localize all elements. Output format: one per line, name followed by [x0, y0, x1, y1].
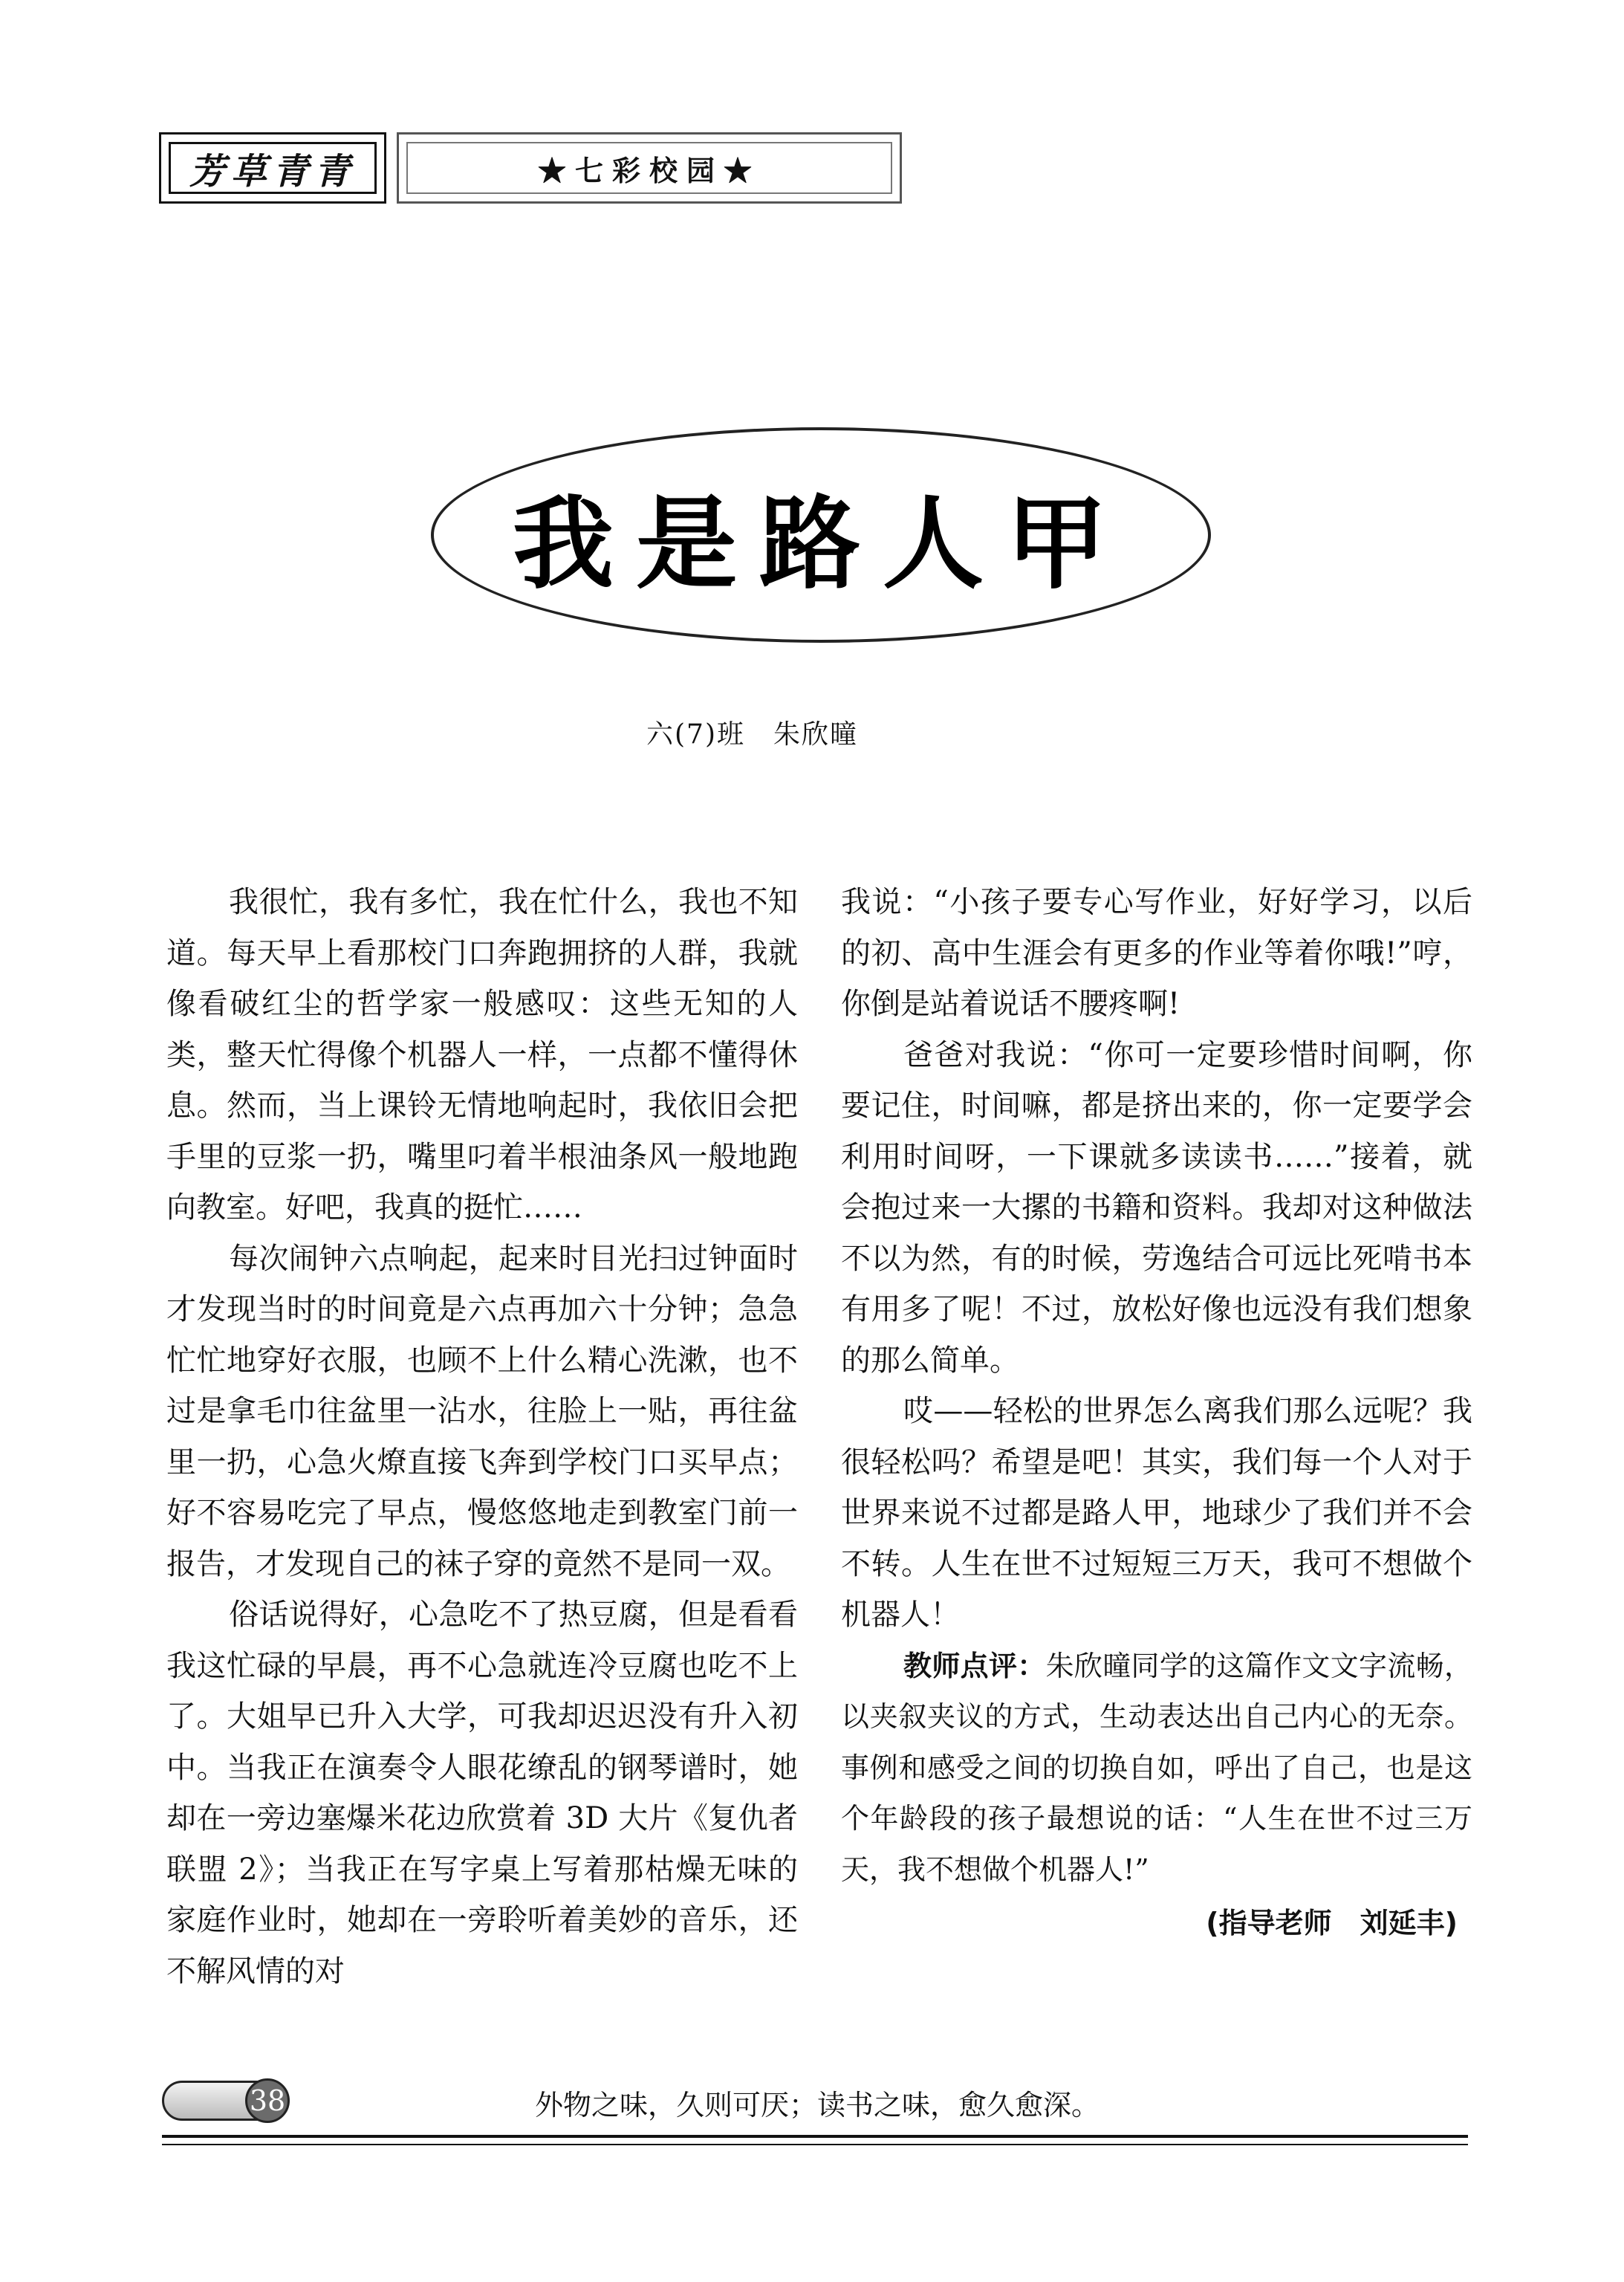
teacher-comment	[841, 1641, 1472, 1896]
section-tag-inner	[169, 142, 377, 194]
article-title: 我是路人甲	[513, 484, 1129, 603]
paragraph: 我说：“小孩子要专心写作业，好好学习，以后的初、高中生涯会有更多的作业等着你哦!”哼，你倒是站着说话不腰疼啊!	[841, 885, 1472, 1021]
teacher-comment-text: 朱欣曈同学的这篇作文文字流畅，以夹叙夹议的方式，生动表达出自己内心的无奈。事例和感受之间的切换自如，呼出了自己，也是这个年龄段的孩子最想说的话：“人生在世不过三万天，我不想做个机器人!”	[841, 1649, 1472, 1886]
column-name-label: ★七彩校园★	[537, 153, 761, 187]
paragraph: 哎——轻松的世界怎么离我们那么远呢？我很轻松吗？希望是吧！其实，我们每一个人对于世界来说不过都是路人甲，地球少了我们并不会不转。人生在世不过短短三万天，我可不想做个机器人！	[841, 1394, 1472, 1632]
paragraph: 俗话说得好，心急吃不了热豆腐，但是看看我这忙碌的早晨，再不心急就连冷豆腐也吃不上了。大姐早已升入大学，可我却迟迟没有升入初中。当我正在演奏令人眼花缭乱的钢琴谱时，她却在一旁边塞爆米花边欣赏着 3D 大片《复仇者联盟 2》；当我正在写字桌上写着那枯燥无味的家庭作业时，她却在一旁聆听着美妙的音乐，还不解风情的对	[166, 1598, 798, 1988]
column-name-inner	[406, 142, 892, 194]
paragraph: 爸爸对我说：“你可一定要珍惜时间啊，你要记住，时间嘛，都是挤出来的，你一定要学会利用时间呀，一下课就多读读书……”接着，就会抱过来一大摞的书籍和资料。我却对这种做法不以为然，有的时候，劳逸结合可远比死啃书本有用多了呢！不过，放松好像也远没有我们想象的那么简单。	[841, 1037, 1472, 1378]
section-tag-box	[159, 132, 386, 204]
column-name-box	[397, 132, 902, 204]
page-number: 38	[245, 2078, 290, 2123]
right-column	[841, 877, 1472, 1949]
footer-rule	[162, 2135, 1468, 2138]
paragraph: 我很忙，我有多忙，我在忙什么，我也不知道。每天早上看那校门口奔跑拥挤的人群，我就像看破红尘的哲学家一般感叹：这些无知的人类，整天忙得像个机器人一样，一点都不懂得休息。然而，当上课铃无情地响起时，我依旧会把手里的豆浆一扔，嘴里叼着半根油条风一般地跑向教室。好吧，我真的挺忙……	[166, 885, 798, 1225]
footer-rule-thin	[162, 2144, 1468, 2145]
advisor-credit: (指导老师 刘延丰)	[1206, 1907, 1458, 1939]
paragraph: 每次闹钟六点响起，起来时目光扫过钟面时才发现当时的时间竟是六点再加六十分钟；急急忙忙地穿好衣服，也顾不上什么精心洗漱，也不过是拿毛巾往盆里一沾水，往脸上一贴，再往盆里一扔，心急火燎直接飞奔到学校门口买早点；好不容易吃完了早点，慢悠悠地走到教室门前一报告，才发现自己的袜子穿的竟然不是同一双。	[166, 1241, 798, 1581]
footer-quote: 外物之味，久则可厌；读书之味，愈久愈深。	[535, 2089, 1100, 2121]
section-tag-label: 芳草青青	[189, 150, 356, 192]
author-byline: 六(7)班 朱欣曈	[646, 719, 858, 750]
teacher-comment-label: 教师点评：	[903, 1648, 1046, 1682]
left-column	[166, 877, 798, 1997]
